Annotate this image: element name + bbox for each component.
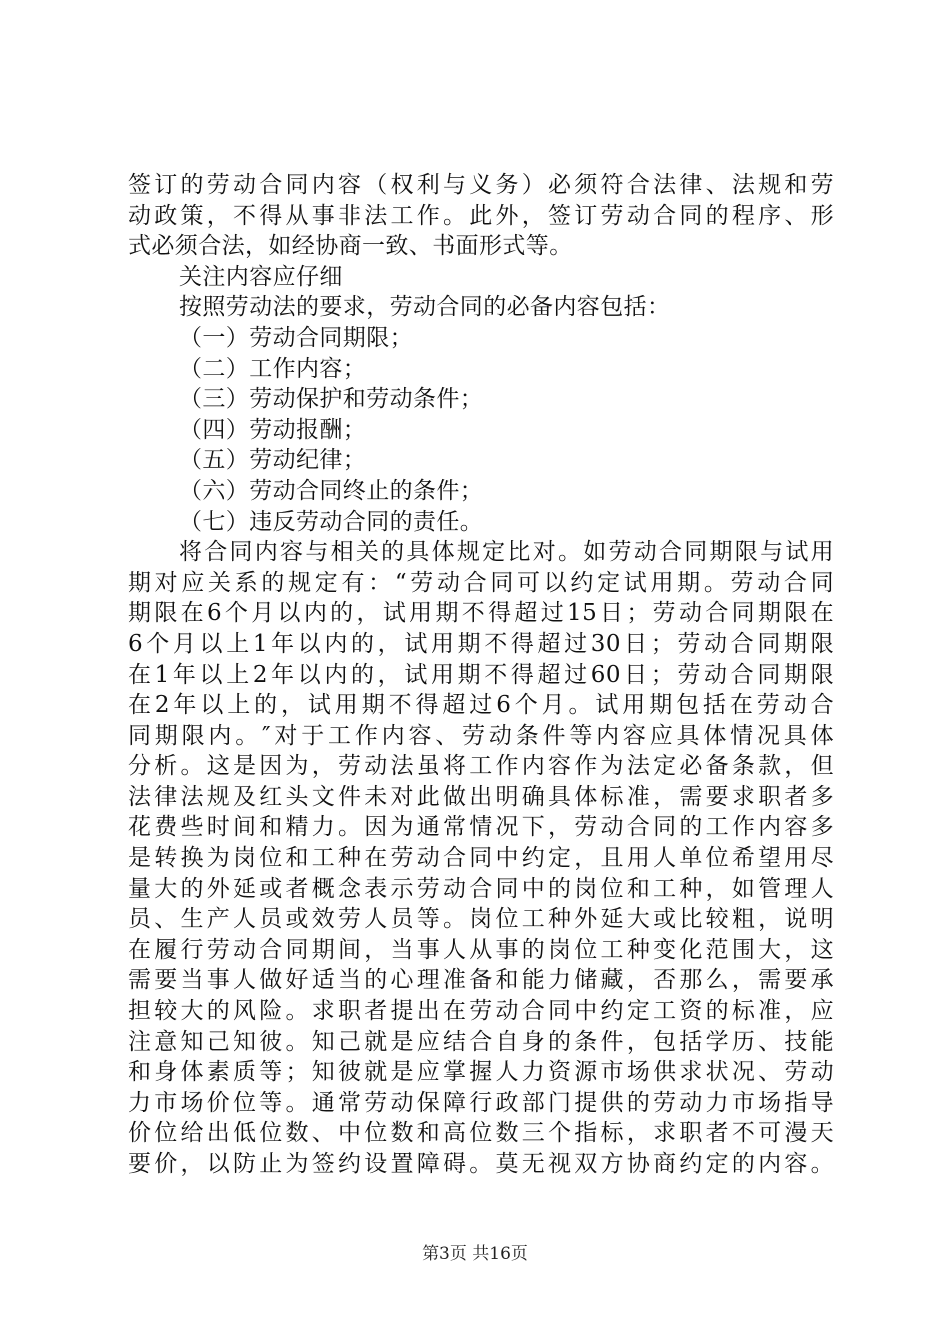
list-item: （四）劳动报酬； xyxy=(179,416,367,443)
page-number: 第3页 共16页 xyxy=(422,1244,528,1264)
paragraph-line: 注意知己知彼。知己就是应结合自身的条件，包括学历、技能 xyxy=(128,1028,834,1055)
list-item: （二）工作内容； xyxy=(179,355,367,382)
list-item: （一）劳动合同期限； xyxy=(179,324,413,351)
list-item: （五）劳动纪律； xyxy=(179,447,367,474)
paragraph-line: 是转换为岗位和工种在劳动合同中约定，且用人单位希望用尽 xyxy=(128,845,834,872)
paragraph-line: 动政策，不得从事非法工作。此外，签订劳动合同的程序、形 xyxy=(128,202,834,229)
paragraph-line: 将合同内容与相关的具体规定比对。如劳动合同期限与试用 xyxy=(179,539,834,566)
paragraph-line: 同期限内。″对于工作内容、劳动条件等内容应具体情况具体 xyxy=(128,722,834,749)
paragraph-line: 期限在6个月以内的，试用期不得超过15日；劳动合同期限在 xyxy=(128,600,834,627)
paragraph-line: 价位给出低位数、中位数和高位数三个指标，求职者不可漫天 xyxy=(128,1120,834,1147)
intro-line: 按照劳动法的要求，劳动合同的必备内容包括： xyxy=(179,294,671,321)
page-footer xyxy=(0,1243,950,1265)
paragraph-line: 量大的外延或者概念表示劳动合同中的岗位和工种，如管理人 xyxy=(128,875,834,902)
paragraph-line: 期对应关系的规定有：“劳动合同可以约定试用期。劳动合同 xyxy=(128,569,834,596)
paragraph-line: 6个月以上1年以内的，试用期不得超过30日；劳动合同期限 xyxy=(128,630,834,657)
list-item: （三）劳动保护和劳动条件； xyxy=(179,386,484,413)
document-body xyxy=(128,170,834,1180)
paragraph-line: 式必须合法，如经协商一致、书面形式等。 xyxy=(128,233,573,260)
paragraph-line: 分析。这是因为，劳动法虽将工作内容作为法定必备条款，但 xyxy=(128,753,834,780)
paragraph-line: 员、生产人员或效劳人员等。岗位工种外延大或比较粗，说明 xyxy=(128,906,834,933)
paragraph-line: 要价，以防止为签约设置障碍。莫无视双方协商约定的内容。 xyxy=(128,1151,834,1177)
paragraph-line: 和身体素质等；知彼就是应掌握人力资源市场供求状况、劳动 xyxy=(128,1059,834,1086)
paragraph-line: 在履行劳动合同期间，当事人从事的岗位工种变化范围大，这 xyxy=(128,936,834,963)
section-heading: 关注内容应仔细 xyxy=(179,263,343,290)
list-item: （六）劳动合同终止的条件； xyxy=(179,477,484,504)
paragraph-line: 需要当事人做好适当的心理准备和能力储藏，否那么，需要承 xyxy=(128,967,834,994)
list-item: （七）违反劳动合同的责任。 xyxy=(179,508,484,535)
paragraph-line: 法律法规及红头文件未对此做出明确具体标准，需要求职者多 xyxy=(128,783,834,810)
paragraph-line: 在2年以上的，试用期不得超过6个月。试用期包括在劳动合 xyxy=(128,692,834,719)
paragraph-line: 担较大的风险。求职者提出在劳动合同中约定工资的标准，应 xyxy=(128,998,834,1025)
paragraph-line: 力市场价位等。通常劳动保障行政部门提供的劳动力市场指导 xyxy=(128,1089,834,1116)
paragraph-line: 签订的劳动合同内容（权利与义务）必须符合法律、法规和劳 xyxy=(128,172,834,198)
paragraph-line: 在1年以上2年以内的，试用期不得超过60日；劳动合同期限 xyxy=(128,661,834,688)
paragraph-line: 花费些时间和精力。因为通常情况下，劳动合同的工作内容多 xyxy=(128,814,834,841)
